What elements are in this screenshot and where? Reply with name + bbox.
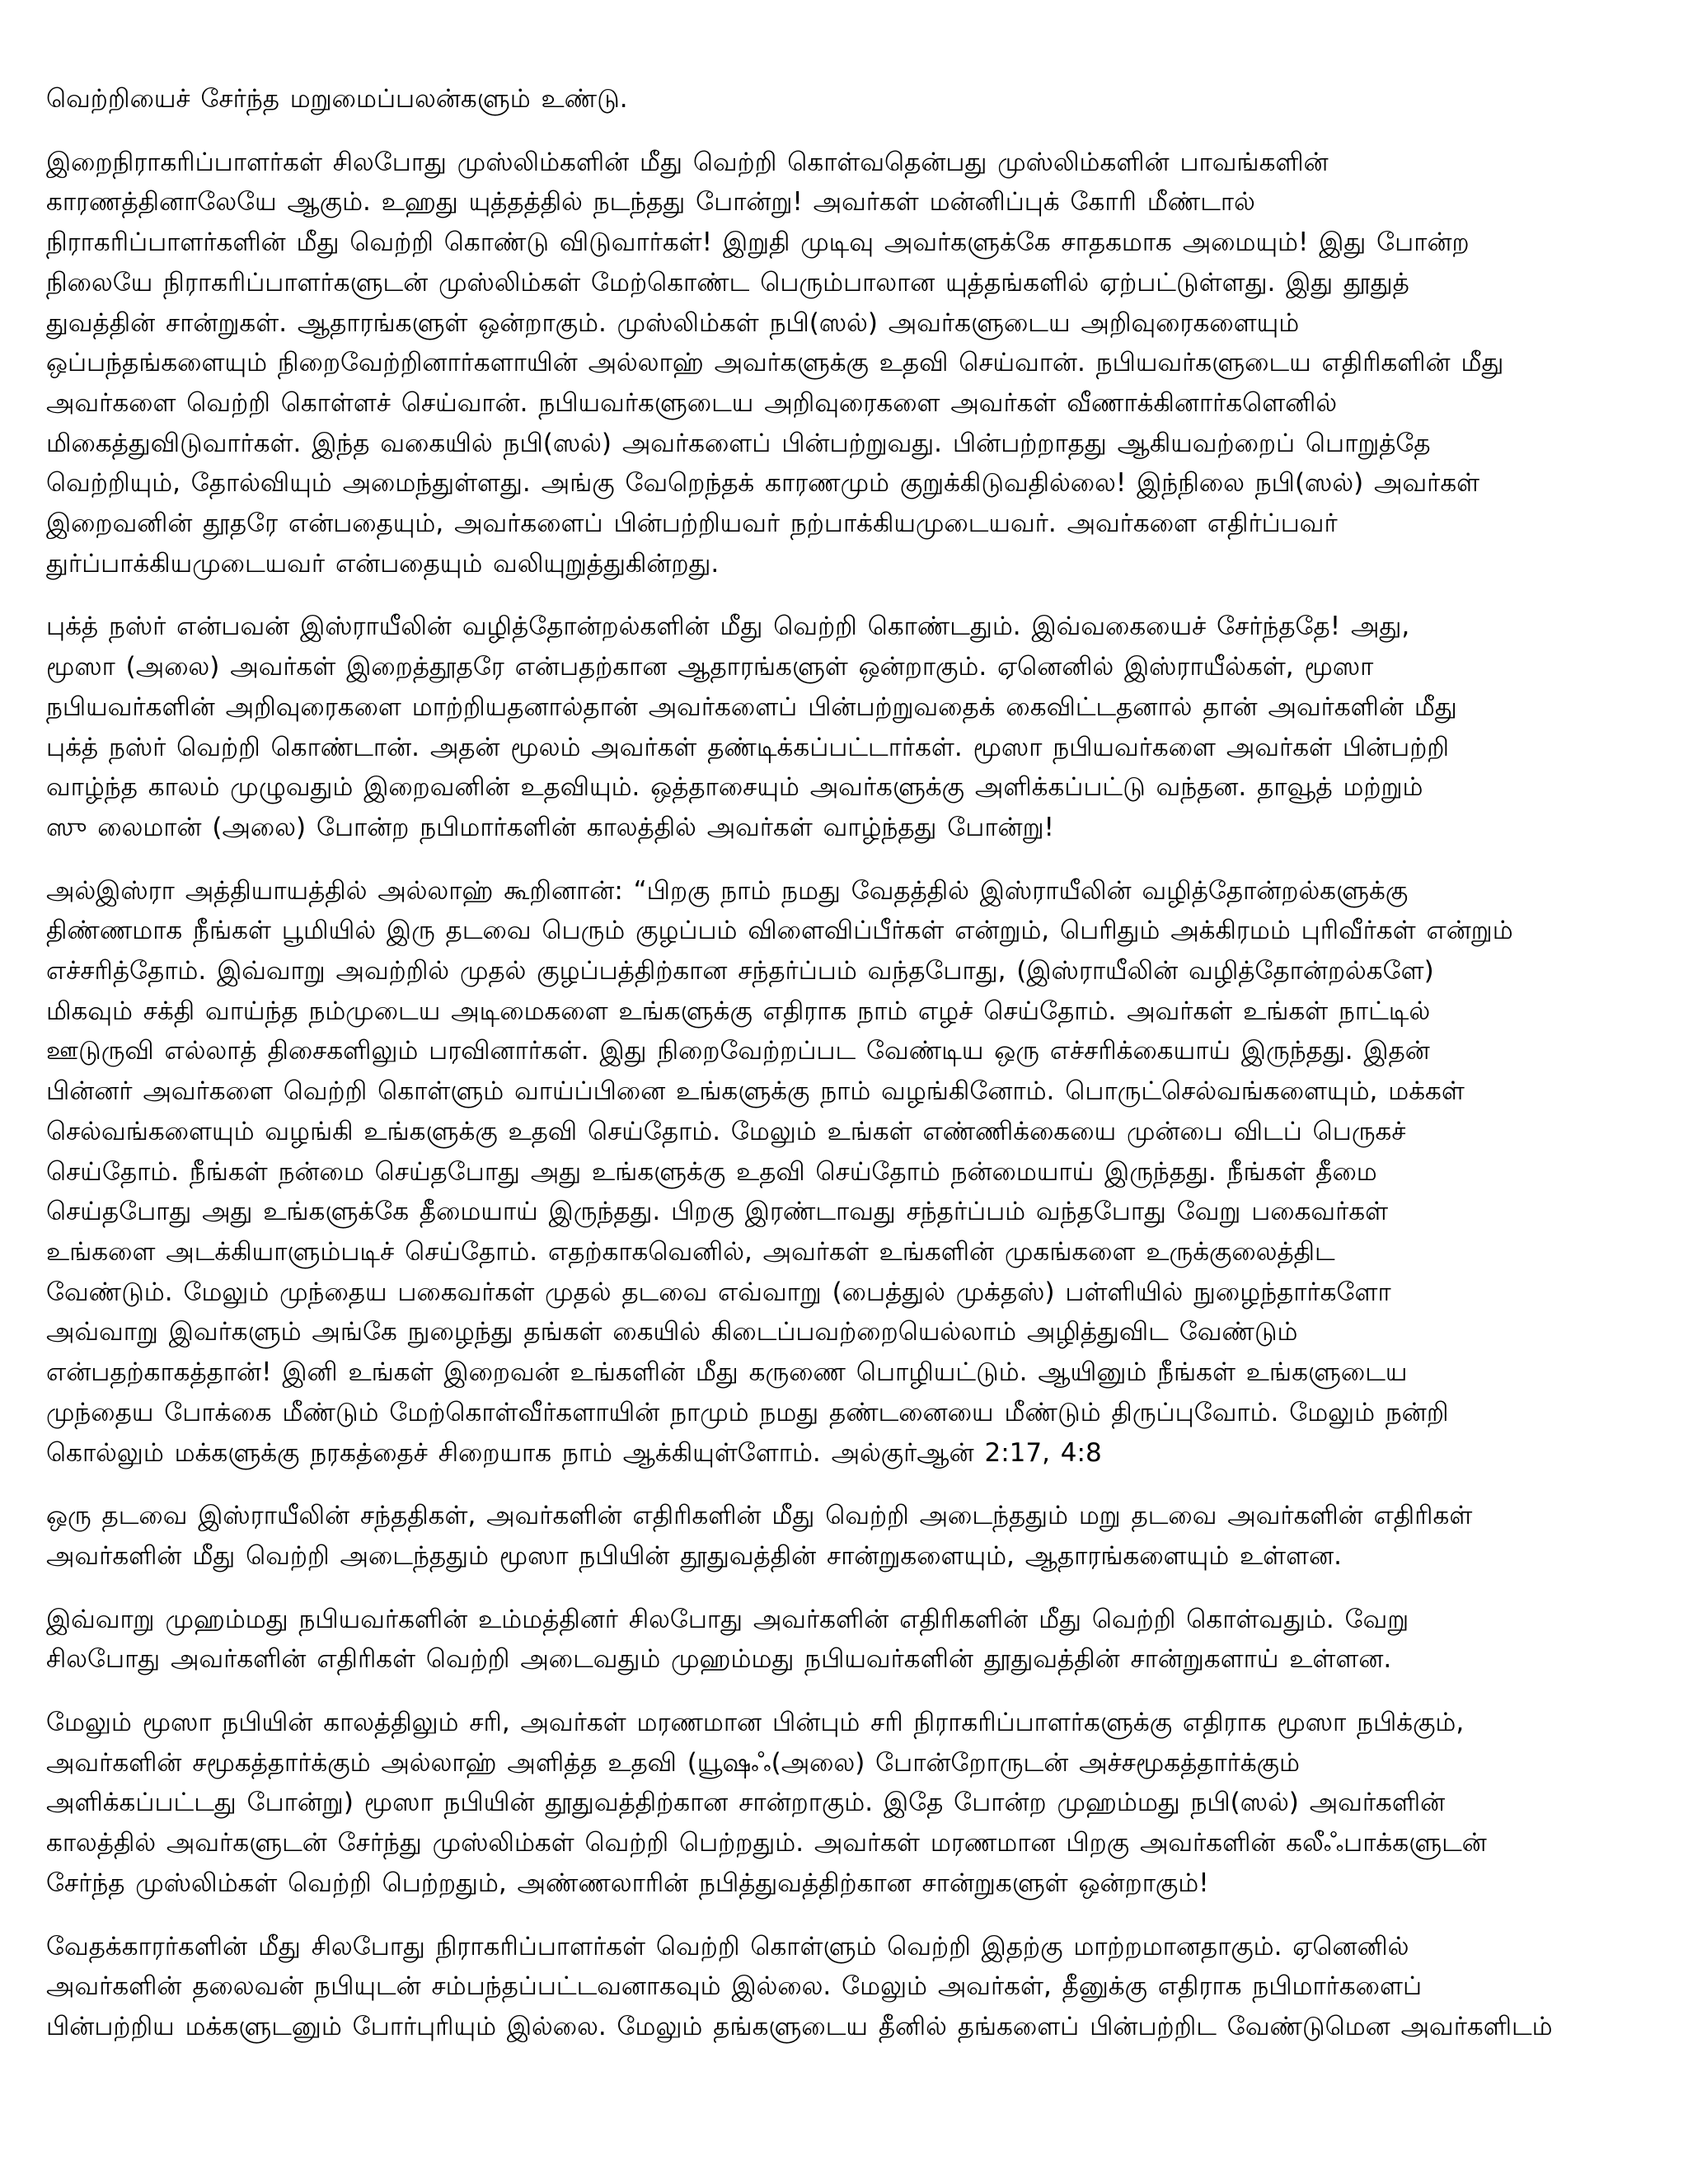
text-line: இறைநிராகரிப்பாளர்கள் சிலபோது முஸ்லிம்களின் மீது வெற்றி கொள்வதென்பது முஸ்லிம்களின் பாவங்களின் <box>46 147 1329 177</box>
text-line: ஒரு தடவை இஸ்ராயீலின் சந்ததிகள், அவர்களின் எதிரிகளின் மீது வெற்றி அடைந்ததும் மறு தடவை அவர்களின் எதிரிகள் <box>46 1501 1473 1531</box>
text-line: செய்தபோது அது உங்களுக்கே தீமையாய் இருந்தது. பிறகு இரண்டாவது சந்தர்ப்பம் வந்தபோது வேறு பகைவர்கள் <box>46 1197 1389 1227</box>
text-line: நிராகரிப்பாளர்களின் மீது வெற்றி கொண்டு விடுவார்கள்! இறுதி முடிவு அவர்களுக்கே சாதகமாக அமையும்! இது போன்ற <box>46 227 1470 258</box>
text-line: வெற்றியைச் சேர்ந்த மறுமைப்பலன்களும் உண்டு. <box>46 84 628 114</box>
text-line: அவர்களின் தலைவன் நபியுடன் சம்பந்தப்பட்டவனாகவும் இல்லை. மேலும் அவர்கள், தீனுக்கு எதிராக நபிமார்களைப் <box>46 1971 1423 2002</box>
text-line: மிகைத்துவிடுவார்கள். இந்த வகையில் நபி(ஸல்) அவர்களைப் பின்பற்றுவது. பின்பற்றாதது ஆகியவற்றைப் பொறுத்தே <box>46 428 1431 458</box>
text-line: திண்ணமாக நீங்கள் பூமியில் இரு தடவை பெரும் குழப்பம் விளைவிப்பீர்கள் என்றும், பெரிதும் அக்கிரமம் புரிவீர்கள் என்றும் <box>46 916 1513 946</box>
text-line: ஊடுருவி எல்லாத் திசைகளிலும் பரவினார்கள். இது நிறைவேற்றப்பட வேண்டிய ஒரு எச்சரிக்கையாய் இருந்தது. இதன் <box>46 1036 1430 1066</box>
text-line: சிலபோது அவர்களின் எதிரிகள் வெற்றி அடைவதும் முஹம்மது நபியவர்களின் தூதுவத்தின் சான்றுகளாய் உள்ளன. <box>46 1644 1392 1675</box>
document-page <box>46 79 1653 2070</box>
text-line: மிகவும் சக்தி வாய்ந்த நம்முடைய அடிமைகளை உங்களுக்கு எதிராக நாம் எழச் செய்தோம். அவர்கள் உங்கள் நாட்டில் <box>46 996 1431 1026</box>
paragraph-8 <box>46 1927 1653 2047</box>
text-line: முந்தைய போக்கை மீண்டும் மேற்கொள்வீர்களாயின் நாமும் நமது தண்டனையை மீண்டும் திருப்புவோம். மேலும் நன்றி <box>46 1397 1449 1427</box>
paragraph-7 <box>46 1703 1653 1904</box>
text-line: காலத்தில் அவர்களுடன் சேர்ந்து முஸ்லிம்கள் வெற்றி பெற்றதும். அவர்கள் மரணமான பிறகு அவர்களின் கலீஃபாக்களுடன் <box>46 1828 1487 1858</box>
paragraph-4 <box>46 871 1653 1474</box>
text-line: துவத்தின் சான்றுகள். ஆதாரங்களுள் ஒன்றாகும். முஸ்லிம்கள் நபி(ஸல்) அவர்களுடைய அறிவுரைகளையும் <box>46 307 1300 338</box>
text-line: நிலையே நிராகரிப்பாளர்களுடன் முஸ்லிம்கள் மேற்கொண்ட பெரும்பாலான யுத்தங்களில் ஏற்பட்டுள்ளது. இது தூதுத் <box>46 267 1409 298</box>
text-line: நபியவர்களின் அறிவுரைகளை மாற்றியதனால்தான் அவர்களைப் பின்பற்றுவதைக் கைவிட்டதனால் தான் அவர்களின் மீது <box>46 691 1457 722</box>
text-line: காரணத்தினாலேயே ஆகும். உஹது யுத்தத்தில் நடந்தது போன்று! அவர்கள் மன்னிப்புக் கோரி மீண்டால் <box>46 187 1255 218</box>
text-line: சேர்ந்த முஸ்லிம்கள் வெற்றி பெற்றதும், அண்ணலாரின் நபித்துவத்திற்கான சான்றுகளுள் ஒன்றாகும்! <box>46 1868 1209 1898</box>
paragraph-6 <box>46 1600 1653 1680</box>
text-line: இவ்வாறு முஹம்மது நபியவர்களின் உம்மத்தினர் சிலபோது அவர்களின் எதிரிகளின் மீது வெற்றி கொள்வதும். வேறு <box>46 1604 1409 1634</box>
text-line: அவர்களின் மீது வெற்றி அடைந்ததும் மூஸா நபியின் தூதுவத்தின் சான்றுகளையும், ஆதாரங்களையும் உள்ளன. <box>46 1540 1343 1571</box>
text-line: ஒப்பந்தங்களையும் நிறைவேற்றினார்களாயின் அல்லாஹ் அவர்களுக்கு உதவி செய்வான். நபியவர்களுடைய எதிரிகளின் மீது <box>46 348 1504 378</box>
text-line: அளிக்கப்பட்டது போன்று) மூஸா நபியின் தூதுவத்திற்கான சான்றாகும். இதே போன்ற முஹம்மது நபி(ஸல்) அவர்களின் <box>46 1788 1446 1818</box>
text-line: பின்னர் அவர்களை வெற்றி கொள்ளும் வாய்ப்பினை உங்களுக்கு நாம் வழங்கினோம். பொருட்செல்வங்களையும், மக்கள் <box>46 1076 1465 1107</box>
text-line: அவ்வாறு இவர்களும் அங்கே நுழைந்து தங்கள் கையில் கிடைப்பவற்றையெல்லாம் அழித்துவிட வேண்டும் <box>46 1317 1298 1347</box>
text-line: ஸு லைமான் (அலை) போன்ற நபிமார்களின் காலத்தில் அவர்கள் வாழ்ந்தது போன்று! <box>46 812 1054 842</box>
text-line: என்பதற்காகத்தான்! இனி உங்கள் இறைவன் உங்களின் மீது கருணை பொழியட்டும். ஆயினும் நீங்கள் உங்களுடைய <box>46 1357 1408 1388</box>
text-line: புக்த் நஸ்ர் வெற்றி கொண்டான். அதன் மூலம் அவர்கள் தண்டிக்கப்பட்டார்கள். மூஸா நபியவர்களை அவர்கள் பின்பற்றி <box>46 732 1450 762</box>
paragraph-5 <box>46 1496 1653 1576</box>
text-line: உங்களை அடக்கியாளும்படிச் செய்தோம். எதற்காகவெனில், அவர்கள் உங்களின் முகங்களை உருக்குலைத்திட <box>46 1236 1335 1267</box>
text-line: வெற்றியும், தோல்வியும் அமைந்துள்ளது. அங்கு வேறெந்தக் காரணமும் குறுக்கிடுவதில்லை! இந்நிலை நபி(ஸல்) அவர்கள் <box>46 468 1480 499</box>
text-line: பின்பற்றிய மக்களுடனும் போர்புரியும் இல்லை. மேலும் தங்களுடைய தீனில் தங்களைப் பின்பற்றிட வேண்டுமென அவர்களிடம் <box>46 2011 1553 2041</box>
text-line: புக்த் நஸ்ர் என்பவன் இஸ்ராயீலின் வழித்தோன்றல்களின் மீது வெற்றி கொண்டதும். இவ்வகையைச் சேர்ந்ததே! அது, <box>46 612 1410 642</box>
text-line: மேலும் மூஸா நபியின் காலத்திலும் சரி, அவர்கள் மரணமான பின்பும் சரி நிராகரிப்பாளர்களுக்கு எதிராக மூஸா நபிக்கும், <box>46 1708 1465 1738</box>
text-line: வேதக்காரர்களின் மீது சிலபோது நிராகரிப்பாளர்கள் வெற்றி கொள்ளும் வெற்றி இதற்கு மாற்றமானதாகும். ஏனெனில் <box>46 1931 1409 1961</box>
text-line: வாழ்ந்த காலம் முழுவதும் இறைவனின் உதவியும். ஒத்தாசையும் அவர்களுக்கு அளிக்கப்பட்டு வந்தன. தாவூத் மற்றும் <box>46 772 1423 803</box>
paragraph-2 <box>46 143 1653 584</box>
text-line: அல்இஸ்ரா அத்தியாயத்தில் அல்லாஹ் கூறினான்: “பிறகு நாம் நமது வேதத்தில் இஸ்ராயீலின் வழித்தோன்றல்களுக்கு <box>46 875 1409 906</box>
text-line: செய்தோம். நீங்கள் நன்மை செய்தபோது அது உங்களுக்கு உதவி செய்தோம் நன்மையாய் இருந்தது. நீங்கள் தீமை <box>46 1156 1377 1187</box>
text-line: துர்ப்பாக்கியமுடையவர் என்பதையும் வலியுறுத்துகின்றது. <box>46 548 720 579</box>
paragraph-3 <box>46 607 1653 847</box>
text-line: எச்சரித்தோம். இவ்வாறு அவற்றில் முதல் குழப்பத்திற்கான சந்தர்ப்பம் வந்தபோது, (இஸ்ராயீலின் வழித்தோன்றல்களே) <box>46 956 1434 987</box>
text-line: அவர்களின் சமூகத்தார்க்கும் அல்லாஹ் அளித்த உதவி (யூஷஃ(அலை) போன்றோருடன் அச்சமூகத்தார்க்கும் <box>46 1747 1300 1778</box>
paragraph-1 <box>46 79 1653 120</box>
text-line: செல்வங்களையும் வழங்கி உங்களுக்கு உதவி செய்தோம். மேலும் உங்கள் எண்ணிக்கையை முன்பை விடப் பெருகச் <box>46 1116 1406 1146</box>
text-line: வேண்டும். மேலும் முந்தைய பகைவர்கள் முதல் தடவை எவ்வாறு (பைத்துல் முக்தஸ்) பள்ளியில் நுழைந்தார்களோ <box>46 1277 1391 1307</box>
text-line: கொல்லும் மக்களுக்கு நரகத்தைச் சிறையாக நாம் ஆக்கியுள்ளோம். அல்குர்ஆன் 2:17, 4:8 <box>46 1437 1102 1468</box>
text-line: இறைவனின் தூதரே என்பதையும், அவர்களைப் பின்பற்றியவர் நற்பாக்கியமுடையவர். அவர்களை எதிர்ப்பவர் <box>46 509 1338 539</box>
text-line: மூஸா (அலை) அவர்கள் இறைத்தூதரே என்பதற்கான ஆதாரங்களுள் ஒன்றாகும். ஏனெனில் இஸ்ராயீல்கள், மூஸா <box>46 652 1374 682</box>
text-line: அவர்களை வெற்றி கொள்ளச் செய்வான். நபியவர்களுடைய அறிவுரைகளை அவர்கள் வீணாக்கினார்களெனில் <box>46 387 1338 418</box>
